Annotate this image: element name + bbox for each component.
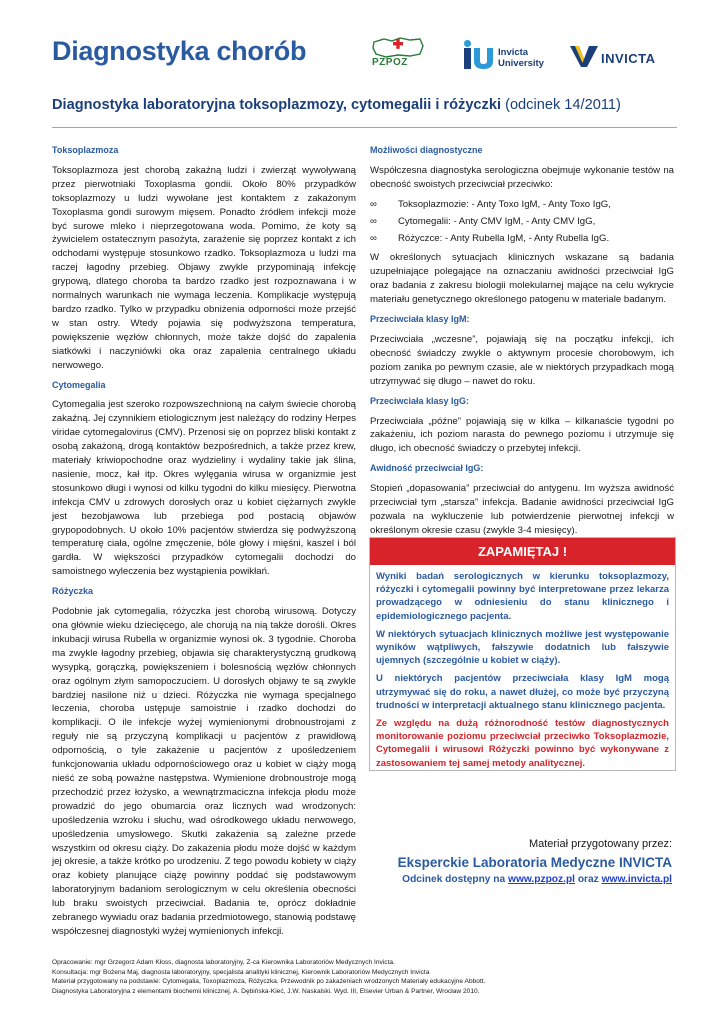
page-header bbox=[0, 0, 724, 86]
section-heading-rubella: Różyczka bbox=[52, 586, 94, 597]
left-column bbox=[52, 144, 356, 939]
subtitle-main: Diagnostyka laboratoryjna toksoplazmozy, cytomegalii i różyczki bbox=[52, 97, 502, 113]
footer-notes bbox=[52, 958, 677, 996]
credit-prepared-by: Materiał przygotowany przez: bbox=[528, 838, 672, 850]
avidity-text: Stopień „dopasowania” przeciwciał do antygenu. Im wyższa awidność przeciwciał tym „starsza” infekcja. Badanie awidności przeciwciał IgG pozwala na wykluczenie lub potwierdzenie pierwotnej infekcji w określonym okresie czasu (zwykle 3-4 miesięcy). bbox=[370, 483, 674, 536]
iu-logo-line2: University bbox=[498, 58, 544, 69]
page-title: Diagnostyka chorób bbox=[52, 36, 307, 66]
footer-author: Opracowanie: mgr Grzegorz Adam Kłoss, diagnosta laboratoryjny, Z-ca Kierownika Laboratoriów Medycznych Invicta. bbox=[52, 959, 395, 966]
section-heading-igm: Przeciwciała klasy IgM: bbox=[370, 314, 470, 325]
invicta-university-logo bbox=[463, 40, 559, 72]
iu-mark-icon bbox=[463, 40, 495, 70]
footer-source-2: Diagnostyka Laboratoryjna z elementami biochemii klinicznej. A. Dębińska-Kieć, J.W. Naskalski. Wyd. III, Elsevier Urban & Partner, Wrocław 2010. bbox=[52, 987, 480, 995]
remember-point-1: Wyniki badań serologicznych w kierunku toksoplazmozy, różyczki i cytomegalii powinny być interpretowane przez lekarza prowadzącego w odniesieniu do stanu klinicznego i epidemiologicznego pacjenta. bbox=[376, 571, 669, 622]
cytomegaly-text: Cytomegalia jest szeroko rozpowszechnioną na całym świecie chorobą zakaźną. Jej czynnikiem etiologicznym jest należący do rodziny Herpes viridae cytomegalovirus (CMV). Przenosi się on poprzez bliski kontakt z osobą zakażoną, drogą kontaktów bezpośrednich, a także przez krew, materiały kriwiopochodne oraz wydzieliny i wydaliny takie jak ślina, nasienie, mocz, kał itp. Okres wylęgania wirusa w organizmie jest stosunkowo długi i wynosi od kilku tygodni do kilku miesięcy. Pierwotna infekcja CMV u zdrowych dorosłych oraz u kobiet ciężarnych zwykle jest bezobjawowa lub przebiega pod postacią objawów grypopodobnych. U około 10% pacjentów stwierdza się podwyższoną temperaturę ciała, ogólne zmęczenie, bóle głowy i mięśni, kaszel i ból gardła. W większości przypadków cytomegalii dochodzi do samoistnego wyleczenia bez wystąpienia powikłań. bbox=[52, 399, 356, 578]
remember-point-3: U niektórych pacjentów przeciwciała klasy IgM mogą utrzymywać się do roku, a nawet dłużej, co może być przyczyną trudności w interpretacji aktualnego stanu klinicznego pacjenta. bbox=[376, 673, 669, 711]
right-column bbox=[370, 144, 674, 538]
pzpoz-link[interactable]: www.pzpoz.pl bbox=[508, 874, 575, 885]
subtitle-episode: (odcinek 14/2011) bbox=[501, 97, 621, 113]
igg-text: Przeciwciała „późne” pojawiają się w kilka – kilkanaście tygodni po zakażeniu, ich poziom narasta do pewnego poziomu i utrzymuje się długo, ich obecność świadczy o przebytej infekcji. bbox=[370, 415, 674, 455]
section-heading-cytomegaly: Cytomegalia bbox=[52, 379, 106, 390]
credit-block bbox=[398, 838, 672, 885]
diagnostics-extra: W określonych sytuacjach klinicznych wskazane są badania uzupełniające polegające na oznaczaniu awidności przeciwciał IgG oraz badania z zakresu biologii molekularnej mające na celu wykrycie materiału genetycznego określonego patogenu w materiale badanym. bbox=[370, 252, 674, 306]
credit-lab-name: Eksperckie Laboratoria Medyczne INVICTA bbox=[397, 855, 672, 870]
invicta-logo bbox=[569, 44, 679, 70]
infinity-bullet-icon: ∞ bbox=[370, 232, 377, 244]
infinity-bullet-icon: ∞ bbox=[370, 215, 377, 227]
pzpoz-logo bbox=[370, 36, 426, 72]
list-item: ∞ Toksoplazmozie: - Anty Toxo IgM, - Anty Toxo IgG, bbox=[370, 198, 611, 210]
invicta-logo-text: INVICTA bbox=[601, 51, 656, 66]
igm-text: Przeciwciała „wczesne”, pojawiają się na początku infekcji, ich obecność świadczy zwykle o aktywnym procesie chorobowym, ich poziom zanika po pewnym czasie, ale w niektórych przypadkach mogą utrzymywać się długo – nawet do roku. bbox=[370, 333, 674, 387]
article-subtitle bbox=[52, 97, 682, 113]
invicta-link[interactable]: www.invicta.pl bbox=[601, 874, 672, 885]
footer-source-1: Materiał przygotowany na podstawie: Cytomegalia, Toxoplazmoza, Różyczka. Przewodnik po zakażeniach wrodzonych Materiały edukacyjne Abbott. bbox=[52, 978, 486, 985]
list-item: ∞ Cytomegalii: - Anty CMV IgM, - Anty CMV IgG, bbox=[370, 215, 596, 227]
remember-header: ZAPAMIĘTAJ ! bbox=[370, 538, 675, 565]
section-heading-igg: Przeciwciała klasy IgG: bbox=[370, 395, 470, 406]
remember-body bbox=[370, 565, 675, 770]
remember-box bbox=[369, 537, 676, 771]
footer-consultation: Konsultacja: mgr Bożena Maj, diagnosta laboratoryjny, specjalista analityki klinicznej, Kierownik Laboratoriów Medycznych Invicta bbox=[52, 968, 430, 976]
pzpoz-logo-text: PZPOZ bbox=[372, 57, 408, 68]
infinity-bullet-icon: ∞ bbox=[370, 198, 377, 210]
rubella-text: Podobnie jak cytomegalia, różyczka jest chorobą wirusową. Dotyczy ona głównie wieku dziecięcego, ale chorują na nią także dorośli. Okres inkubacji wirusa Rubella w organizmie wynosi ok. 3 tygodnie. Choroba ma zwykle łagodny przebieg, objawia się charakterystyczną grudkową wysypką, gorączką, powiększeniem i bolesnością węzłów chłonnych oraz ogólnym złym samopoczuciem. U dorosłych objawy te są zwykle bardziej nasilone niż u dzieci. Różyczka nie wymaga specjalnego leczenia, choroba ustępuje samoistnie i rzadko dochodzi do komplikacji. O ile infekcje wyżej wymienionymi drobnoustrojami z reguły nie są przyczyną komplikacji u pacjentów z prawidłową odpornością, o tyle zakażenie u pacjentów z upośledzeniem funkcjonowania układu odpornościowego oraz u kobiet w ciąży mogą nieść ze sobą poważne następstwa. Wymienione drobnoustroje mogą przechodzić przez łożysko, a wewnątrzmaciczna infekcja płodu może prowadzić do jego obumarcia oraz licznych wad wrodzonych: upośledzenia wzroku i słuchu, wad ośrodkowego układu nerwowego, upośledzenia umysłowego. Skutki zakażenia są zależne przede wszystkim od okresu ciąży. Do zakażenia płodu może dojść w każdym jej okresie, a także krótko po urodzeniu. Z tego powodu kobiety w ciąży oraz kobiety planujące ciążę powinny poddać się podstawowym laboratoryjnym badaniom serologicznym w celu określenia obecności lub braku swoistych przeciwciał. Badania te, oprócz dokładnie zebranego wywiadu oraz badania przedmiotowego, stanowią podstawę współczesnej diagnostyki wyżej wymienionych infekcji. bbox=[52, 606, 356, 937]
toxoplasmosis-text: Toksoplazmoza jest chorobą zakaźną ludzi i zwierząt wywoływaną przez pierwotniaki Toxoplasma gondii. Około 80% przypadków toksoplazmozy u ludzi wywołane jest kontaktem z zakażonym Toxoplasma gondi surowym mięsem. Ponadto źródłem infekcji może być surowe mleko i nieprzegotowana woda. Pomimo, że koty są żywicielem ostatecznym pasożyta, zarażenie się poprzez kontakt z ich odchodami występuje stosunkowo rzadko. Toksoplazmoza u ludzi ma raczej łagodny przebieg. Objawy zwykle przypominają infekcję grypową, dlatego choroba ta bardzo rzadko jest rozpoznawana i w normalnych warunkach nie wymaga leczenia. Komplikacje występują bardzo rzadko. Tylko w przypadku obniżenia odporności może przejść w stan ostry. Wtedy pojawia się podwyższona temperatura, powiększenie węzłów chłonnych, może także dojść do zapalenia siatkówki i naczyniówki oka oraz zapalenia centralnego układu nerwowego. bbox=[52, 164, 356, 371]
header-divider bbox=[52, 127, 677, 128]
remember-point-4: Ze względu na dużą różnorodność testów diagnostycznych monitorowanie poziomu przeciwciał przeciwko Toksoplazmozie, Cytomegalii i wirusowi Różyczki powinno być wykonywane z zastosowaniem tej samej metody analitycznej. bbox=[376, 718, 669, 769]
section-heading-avidity: Awidność przeciwciał IgG: bbox=[370, 463, 484, 474]
section-heading-diagnostics: Możliwości diagnostyczne bbox=[370, 145, 483, 155]
credit-availability: Odcinek dostępny na www.pzpoz.pl oraz www.invicta.pl bbox=[402, 874, 672, 885]
iu-logo-line1: Invicta bbox=[498, 47, 529, 58]
test-list bbox=[370, 198, 674, 246]
section-heading-toxoplasmosis: Toksoplazmoza bbox=[52, 145, 119, 155]
invicta-v-icon bbox=[569, 44, 599, 68]
diagnostics-intro: Współczesna diagnostyka serologiczna obejmuje wykonanie testów na obecność swoistych przeciwciał przeciwko: bbox=[370, 164, 674, 190]
remember-point-2: W niektórych sytuacjach klinicznych możliwe jest występowanie wyników wątpliwych, fałszywie dodatnich lub fałszywie ujemnych (szczególnie u kobiet w ciąży). bbox=[376, 628, 669, 667]
list-item: ∞ Różyczce: - Anty Rubella IgM, - Anty Rubella IgG. bbox=[370, 232, 610, 244]
